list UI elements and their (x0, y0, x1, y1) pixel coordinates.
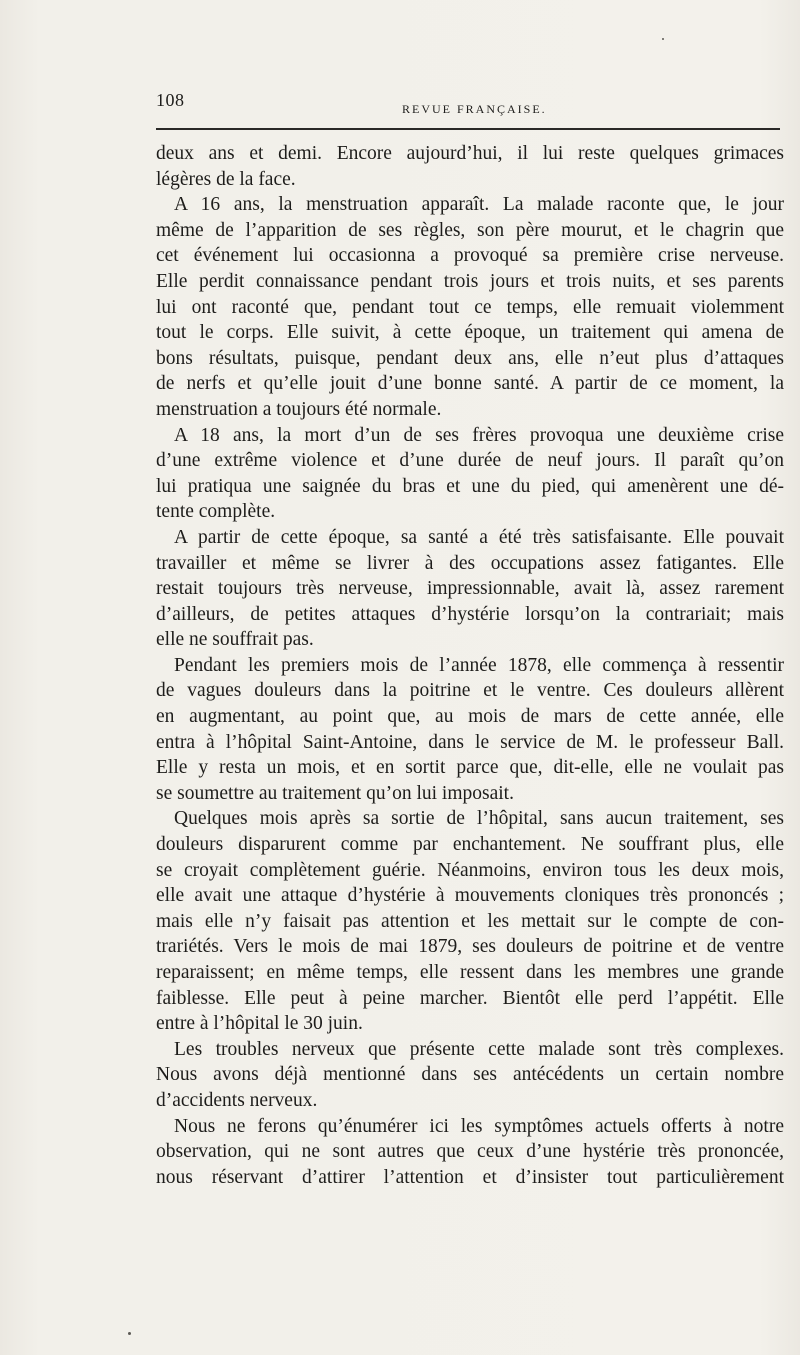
text-line: lui ont raconté que, pendant tout ce temps, elle remuait violemment (156, 296, 784, 318)
text-line: restait toujours très nerveuse, impressionnable, avait là, assez rarement (156, 578, 784, 600)
paper-speck (128, 1332, 131, 1335)
text-line: d’une extrême violence et d’une durée de neuf jours. Il paraît qu’on (156, 450, 784, 472)
text-line: bons résultats, puisque, pendant deux ans, elle n’eut plus d’attaques (156, 347, 784, 369)
text-line: elle avait une attaque d’hystérie à mouvements cloniques très prononcés ; (156, 885, 784, 907)
text-line: deux ans et demi. Encore aujourd’hui, il lui reste quelques grimaces (156, 143, 784, 164)
text-line: Elle y resta un mois, et en sortit parce que, dit-elle, elle ne voulait pas (156, 757, 784, 779)
text-line: entre à l’hôpital le 30 juin. (156, 1013, 363, 1035)
text-line: entra à l’hôpital Saint-Antoine, dans le service de M. le professeur Ball. (156, 731, 784, 753)
text-line: même de l’apparition de ses règles, son père mourut, et le chagrin que (156, 219, 784, 241)
text-line: se soumettre au traitement qu’on lui imposait. (156, 782, 514, 804)
text-line: Nous avons déjà mentionné dans ses antécédents un certain nombre (156, 1064, 784, 1086)
text-line: reparaissent; en même temps, elle ressent dans les membres une grande (156, 962, 784, 983)
page-number: 108 (156, 90, 185, 110)
text-line: mais elle n’y faisait pas attention et les mettait sur le compte de con- (156, 910, 784, 932)
page-header (0, 0, 800, 140)
text-line: tout le corps. Elle suivit, à cette époque, un traitement qui amena de (156, 322, 784, 344)
text-line: Pendant les premiers mois de l’année 1878, elle commença à ressentir (174, 654, 784, 676)
paper-speck (662, 38, 664, 40)
text-line: A 16 ans, la menstruation apparaît. La malade raconte que, le jour (174, 194, 784, 216)
running-title: REVUE FRANÇAISE. (402, 102, 547, 116)
text-line: observation, qui ne sont autres que ceux d’une hystérie très prononcée, (156, 1141, 784, 1163)
text-line: Les troubles nerveux que présente cette malade sont très complexes. (174, 1038, 784, 1060)
text-line: douleurs disparurent comme par enchantement. Ne souffrant plus, elle (156, 834, 784, 856)
text-line: Quelques mois après sa sortie de l’hôpital, sans aucun traitement, ses (174, 808, 784, 830)
text-line: A partir de cette époque, sa santé a été très satisfaisante. Elle pouvait (174, 526, 784, 548)
text-line: cet événement lui occasionna a provoqué sa première crise nerveuse. (156, 245, 784, 267)
text-line: d’ailleurs, de petites attaques d’hystérie lorsqu’on la contrariait; mais (156, 603, 784, 625)
text-line: en augmentant, au point que, au mois de mars de cette année, elle (156, 706, 784, 728)
text-line: Nous ne ferons qu’énumérer ici les symptômes actuels offerts à notre (174, 1115, 784, 1137)
text-line: se croyait complètement guérie. Néanmoins, environ tous les deux mois, (156, 859, 784, 881)
text-line: Elle perdit connaissance pendant trois jours et trois nuits, et ses parents (156, 270, 784, 292)
text-line: trariétés. Vers le mois de mai 1879, ses douleurs de poitrine et de ventre (156, 936, 784, 958)
text-line: menstruation a toujours été normale. (156, 398, 442, 420)
body-text (156, 141, 784, 1190)
header-rule (156, 128, 780, 130)
text-line: de nerfs et qu’elle jouit d’une bonne santé. A partir de ce moment, la (156, 373, 784, 395)
text-line: A 18 ans, la mort d’un de ses frères provoqua une deuxième crise (174, 424, 784, 446)
text-line: de vagues douleurs dans la poitrine et le ventre. Ces douleurs allèrent (156, 680, 784, 702)
text-line: d’accidents nerveux. (156, 1089, 318, 1111)
text-line: légères de la face. (156, 168, 296, 190)
text-line: elle ne souffrait pas. (156, 629, 314, 651)
text-line: nous réservant d’attirer l’attention et d’insister tout particulièrement (156, 1166, 784, 1188)
text-line: faiblesse. Elle peut à peine marcher. Bientôt elle perd l’appétit. Elle (156, 987, 784, 1009)
text-line: travailler et même se livrer à des occupations assez fatigantes. Elle (156, 552, 784, 574)
text-line: tente complète. (156, 501, 276, 523)
text-line: lui pratiqua une saignée du bras et une du pied, qui amenèrent une dé- (156, 475, 784, 497)
